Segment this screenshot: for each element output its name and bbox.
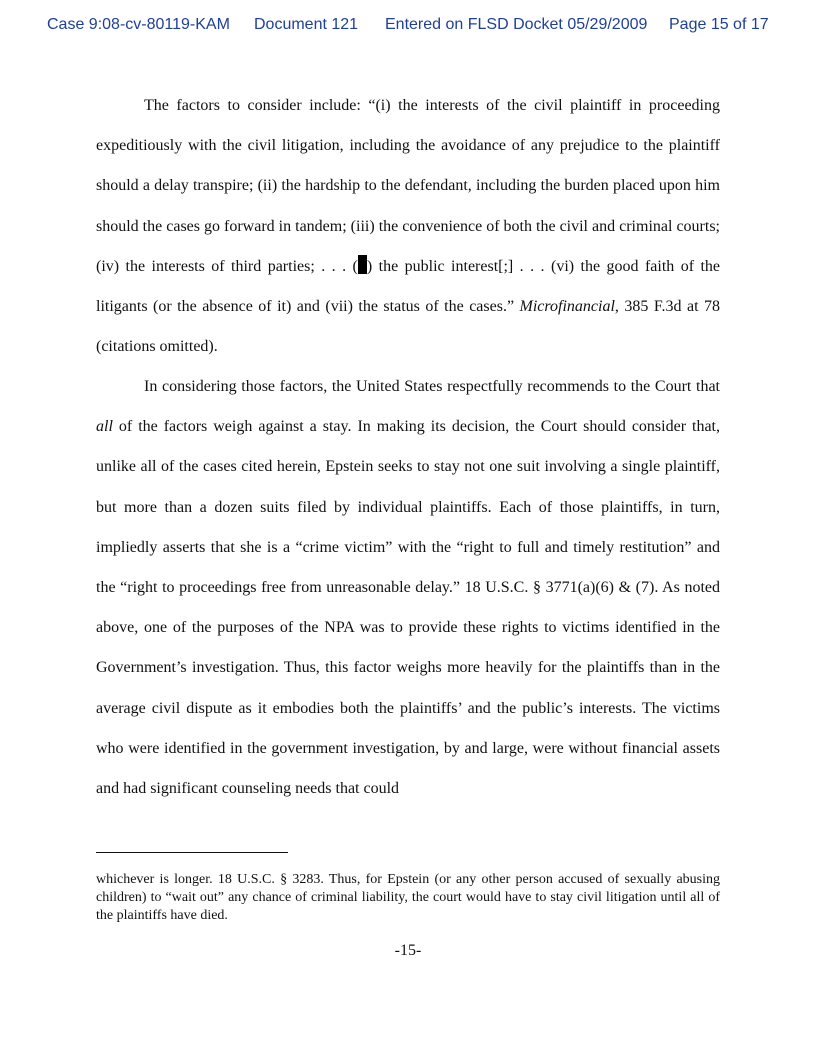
citation-detail: , 385 F.3d at 78 (citations omitted). xyxy=(96,298,720,356)
footnote-text: whichever is longer. 18 U.S.C. § 3283. Thus, for Epstein (or any other person accused of sexually abusing children) to “wait out” any chance of criminal liability, the court would have to stay civil litigation until all of the plaintiffs have died. xyxy=(96,872,720,923)
paragraph-factors-text-a: The factors to consider include: “(i) the interests of the civil plaintiff in proceeding expeditiously with the civil litigation, including the avoidance of any prejudice to the plaintiff should a delay transpire; (ii) the hardship to the defendant, including the burden placed upon him should the cases go forward in tandem; (iii) the convenience of both the civil and criminal courts; (iv) the interests of third parties; . . . ( xyxy=(96,97,720,275)
footnote-divider xyxy=(96,852,288,853)
redaction-box xyxy=(358,255,367,274)
paragraph-factors-text-b: ) the public interest[;] . . . (vi) the good faith of the litigants (or the absence of it) and (vii) the status of the cases.” xyxy=(96,257,721,316)
docket-header xyxy=(0,16,816,38)
paragraph-recommendation-text-b: of the factors weigh against a stay. In making its decision, the Court should consider that, unlike all of the cases cited herein, Epstein seeks to stay not one suit involving a single plaintiff, but more than a dozen suits filed by individual plaintiffs. Each of those plaintiffs, in turn, impliedly asserts that she is a “crime victim” with the “right to full and timely restitution” and the “right to proceedings free from unreasonable delay.” 18 U.S.C. § 3771(a)(6) & (7). As noted above, one of the purposes of the NPA was to provide these rights to victims identified in the Government’s investigation. Thus, this factor weighs more heavily for the plaintiffs than in the average civil dispute as it embodies both the plaintiffs’ and the public’s interests. The victims who were identified in the government investigation, by and large, were without financial assets and had significant counseling needs that could xyxy=(96,418,720,798)
page-count: Page 15 of 17 xyxy=(669,16,769,33)
docket-entry-date: Entered on FLSD Docket 05/29/2009 xyxy=(385,16,648,33)
paragraph-factors xyxy=(96,86,720,367)
paragraph-recommendation xyxy=(96,367,720,809)
citation-case-name: Microfinancial xyxy=(519,298,615,316)
paragraph-recommendation-text-a: In considering those factors, the United States respectfully recommends to the Court that xyxy=(144,378,720,395)
document-number: Document 121 xyxy=(254,16,359,33)
case-number: Case 9:08-cv-80119-KAM xyxy=(47,16,230,33)
emphasis-all: all xyxy=(96,418,113,436)
page-number: -15- xyxy=(394,942,422,959)
